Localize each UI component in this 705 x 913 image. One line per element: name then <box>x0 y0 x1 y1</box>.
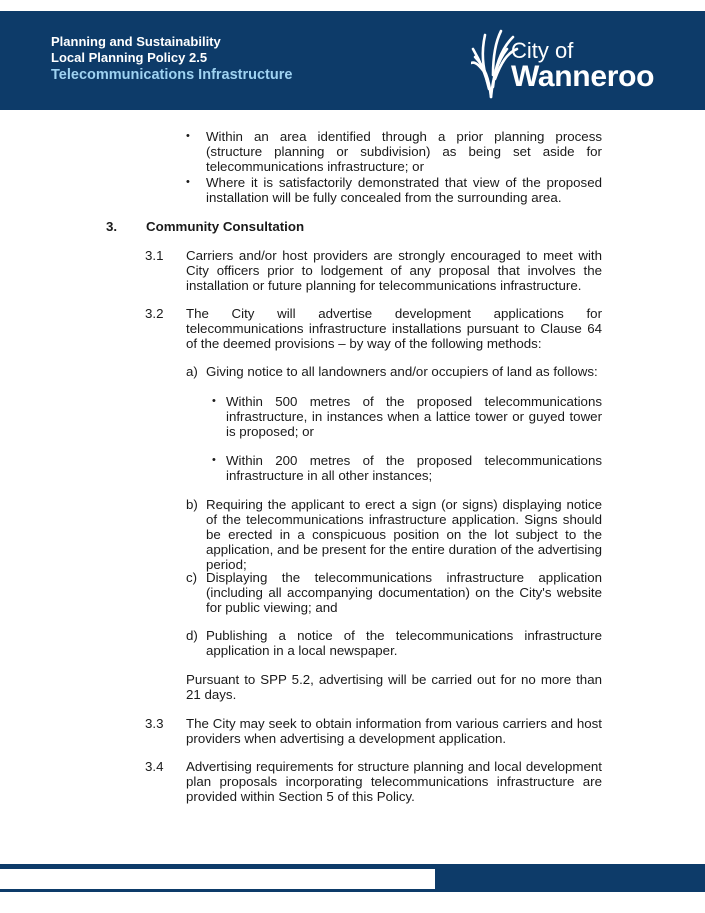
bullet-glyph: • <box>212 395 216 407</box>
bullet-glyph: • <box>212 454 216 466</box>
footer-block <box>435 869 705 889</box>
header-policy-number: Local Planning Policy 2.5 <box>51 50 208 65</box>
sub-item-a-bullet-1: Within 500 metres of the proposed telecommunications infrastructure, in instances when a lattice tower or guyed tower is proposed; or <box>226 394 602 439</box>
section-number: 3. <box>106 219 118 234</box>
sub-item-label: b) <box>186 497 198 512</box>
item-3-3-text: The City may seek to obtain information from various carriers and host providers when advertising a development application. <box>186 716 602 746</box>
sub-item-a-bullet-2: Within 200 metres of the proposed telecommunications infrastructure in all other instances; <box>226 453 602 483</box>
item-number: 3.1 <box>145 248 164 263</box>
intro-bullet-1: Within an area identified through a prior planning process (structure planning or subdivision) as being set aside for telecommunications infrastructure; or <box>206 129 602 174</box>
sub-item-label: a) <box>186 364 198 379</box>
logo-text-wanneroo: Wanneroo <box>511 60 655 93</box>
bullet-glyph: • <box>186 176 190 188</box>
sub-item-label: d) <box>186 628 198 643</box>
sub-item-c-text: Displaying the telecommunications infrastructure application (including all accompanying documentation) on the City's website for public viewing; and <box>206 570 602 615</box>
item-number: 3.4 <box>145 759 164 774</box>
intro-bullet-2: Where it is satisfactorily demonstrated that view of the proposed installation will be fully concealed from the surrounding area. <box>206 175 602 205</box>
sub-item-label: c) <box>186 570 198 585</box>
header-titles <box>51 34 292 85</box>
item-number: 3.3 <box>145 716 164 731</box>
section-heading: Community Consultation <box>146 219 305 234</box>
logo-text-city-of: City of <box>511 38 574 63</box>
item-3-2-text: The City will advertise development applications for telecommunications infrastructure installations pursuant to Clause 64 of the deemed provisions – by way of the following methods: <box>186 306 602 351</box>
advertising-period-note: Pursuant to SPP 5.2, advertising will be carried out for no more than 21 days. <box>186 672 602 702</box>
sub-item-d-text: Publishing a notice of the telecommunications infrastructure application in a local newspaper. <box>206 628 602 658</box>
footer-rule-bottom <box>0 889 705 892</box>
sub-item-b-text: Requiring the applicant to erect a sign (or signs) displaying notice of the telecommunications infrastructure application. Signs should be erected in a conspicuous position on the lot subject to the application, and be present for the entire duration of the advertising period; <box>206 497 602 572</box>
item-3-1-text: Carriers and/or host providers are strongly encouraged to meet with City officers prior to lodgement of any proposal that involves the installation or future planning for telecommunications infrastructure. <box>186 248 602 293</box>
header-policy-title: Telecommunications Infrastructure <box>51 67 293 83</box>
sub-item-a-text: Giving notice to all landowners and/or occupiers of land as follows: <box>206 364 598 379</box>
bullet-glyph: • <box>186 130 190 142</box>
header-department: Planning and Sustainability <box>51 34 221 49</box>
item-3-4-text: Advertising requirements for structure planning and local development plan proposals incorporating telecommunications infrastructure are provided within Section 5 of this Policy. <box>186 759 602 804</box>
city-of-wanneroo-logo <box>471 27 676 101</box>
page-header <box>0 11 705 110</box>
item-number: 3.2 <box>145 306 164 321</box>
